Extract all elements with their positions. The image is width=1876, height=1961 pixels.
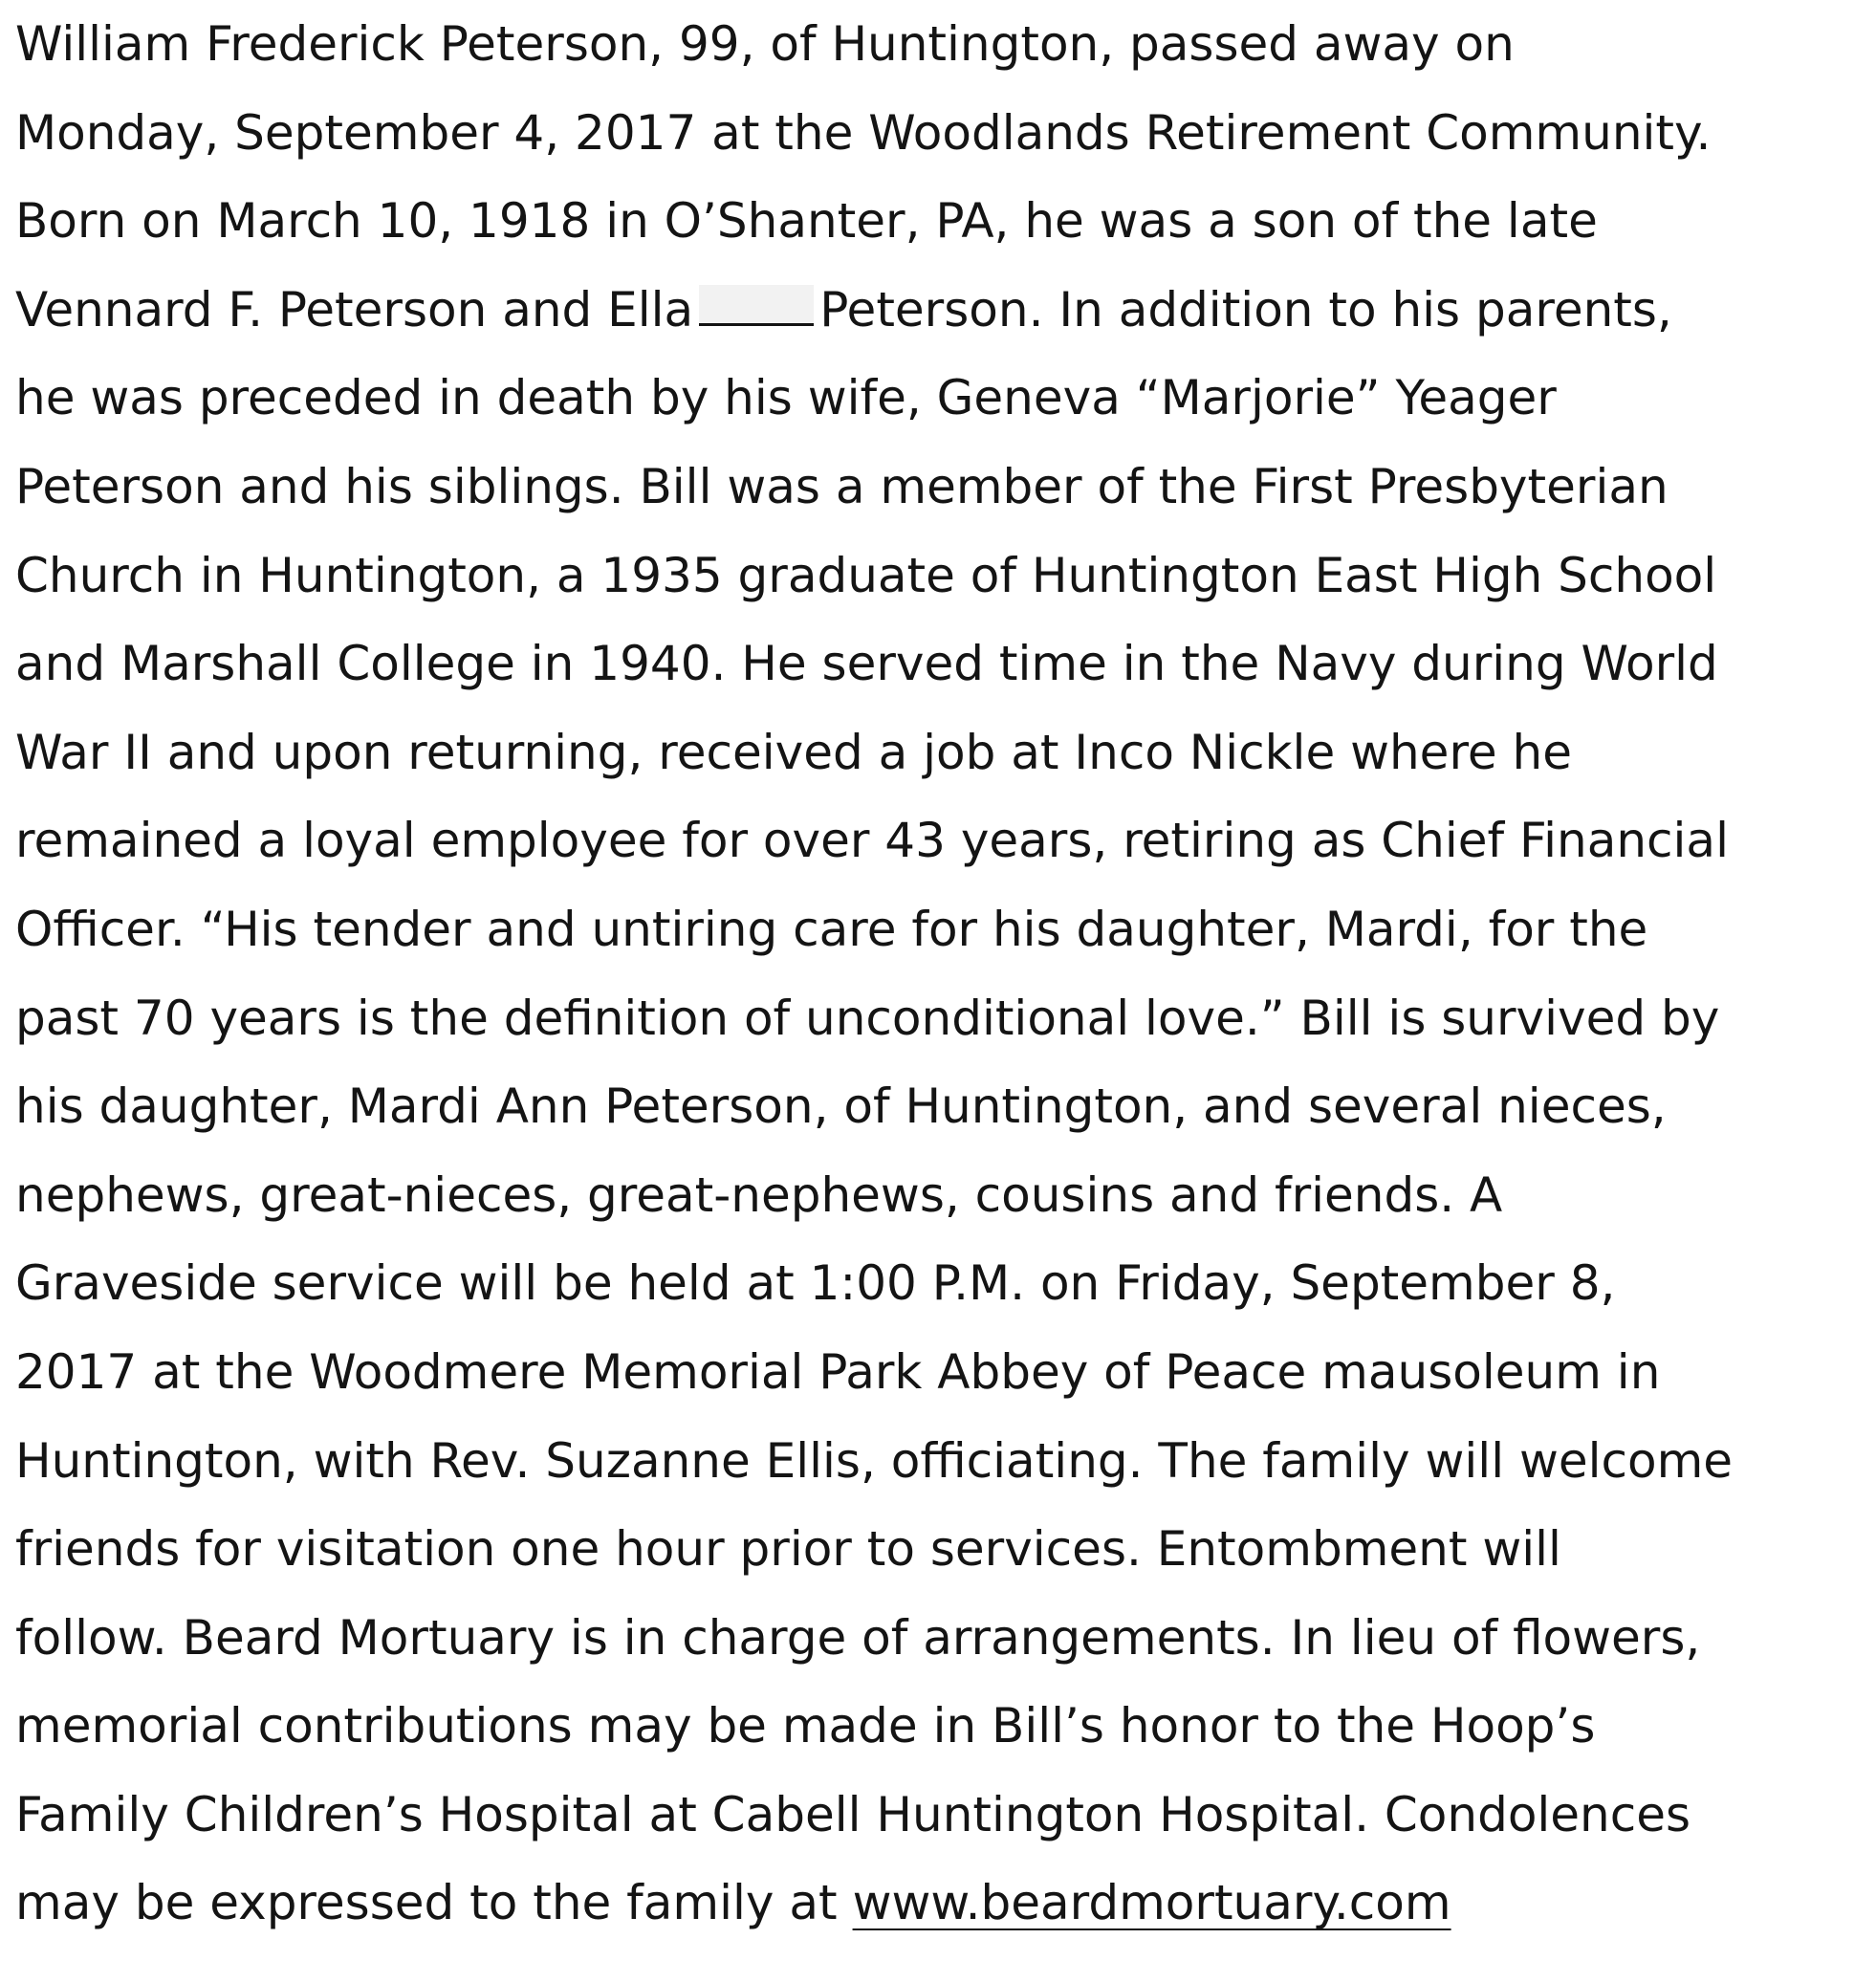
text-line: friends for visitation one hour prior to services. Entombment will — [15, 1521, 1561, 1578]
text-segment: Vennard F. Peterson and Ella — [15, 281, 694, 338]
text-line: Graveside service will be held at 1:00 P.M. on Friday, September 8, — [15, 1255, 1616, 1312]
text-line: War II and upon returning, received a job at Inco Nickle where he — [15, 724, 1573, 780]
text-line: remained a loyal employee for over 43 years, retiring as Chief Financial — [15, 813, 1729, 869]
text-line: 2017 at the Woodmere Memorial Park Abbey of Peace mausoleum in — [15, 1343, 1661, 1400]
text-line: Church in Huntington, a 1935 graduate of Huntington East High School — [15, 547, 1717, 603]
text-segment: Peterson. In addition to his parents, — [819, 281, 1672, 338]
text-line — [15, 1859, 1870, 1948]
text-line: Born on March 10, 1918 in O’Shanter, PA, he was a son of the late — [15, 193, 1598, 250]
text-line — [15, 266, 1870, 355]
maiden-name-blank — [699, 285, 814, 326]
text-line: Peterson and his siblings. Bill was a member of the First Presbyterian — [15, 458, 1669, 514]
text-line: Family Children’s Hospital at Cabell Huntington Hospital. Condolences — [15, 1786, 1691, 1842]
text-line: past 70 years is the definition of unconditional love.” Bill is survived by — [15, 990, 1720, 1046]
text-line: follow. Beard Mortuary is in charge of arrangements. In lieu of flowers, — [15, 1609, 1701, 1666]
text-line: William Frederick Peterson, 99, of Huntington, passed away on — [15, 16, 1515, 72]
text-line: Monday, September 4, 2017 at the Woodlands Retirement Community. — [15, 104, 1712, 161]
text-line: his daughter, Mardi Ann Peterson, of Huntington, and several nieces, — [15, 1079, 1667, 1135]
text-line: and Marshall College in 1940. He served time in the Navy during World — [15, 636, 1718, 692]
text-line: memorial contributions may be made in Bill’s honor to the Hoop’s — [15, 1698, 1596, 1754]
text-line: he was preceded in death by his wife, Geneva “Marjorie” Yeager — [15, 370, 1557, 426]
text-segment: may be expressed to the family at — [15, 1875, 838, 1931]
text-line: Huntington, with Rev. Suzanne Ellis, officiating. The family will welcome — [15, 1432, 1734, 1489]
obituary-text — [15, 0, 1870, 1948]
text-line: nephews, great-nieces, great-nephews, cousins and friends. A — [15, 1166, 1503, 1223]
mortuary-website-link[interactable]: www.beardmortuary.com — [852, 1875, 1451, 1931]
text-line: Officer. “His tender and untiring care for his daughter, Mardi, for the — [15, 901, 1648, 957]
